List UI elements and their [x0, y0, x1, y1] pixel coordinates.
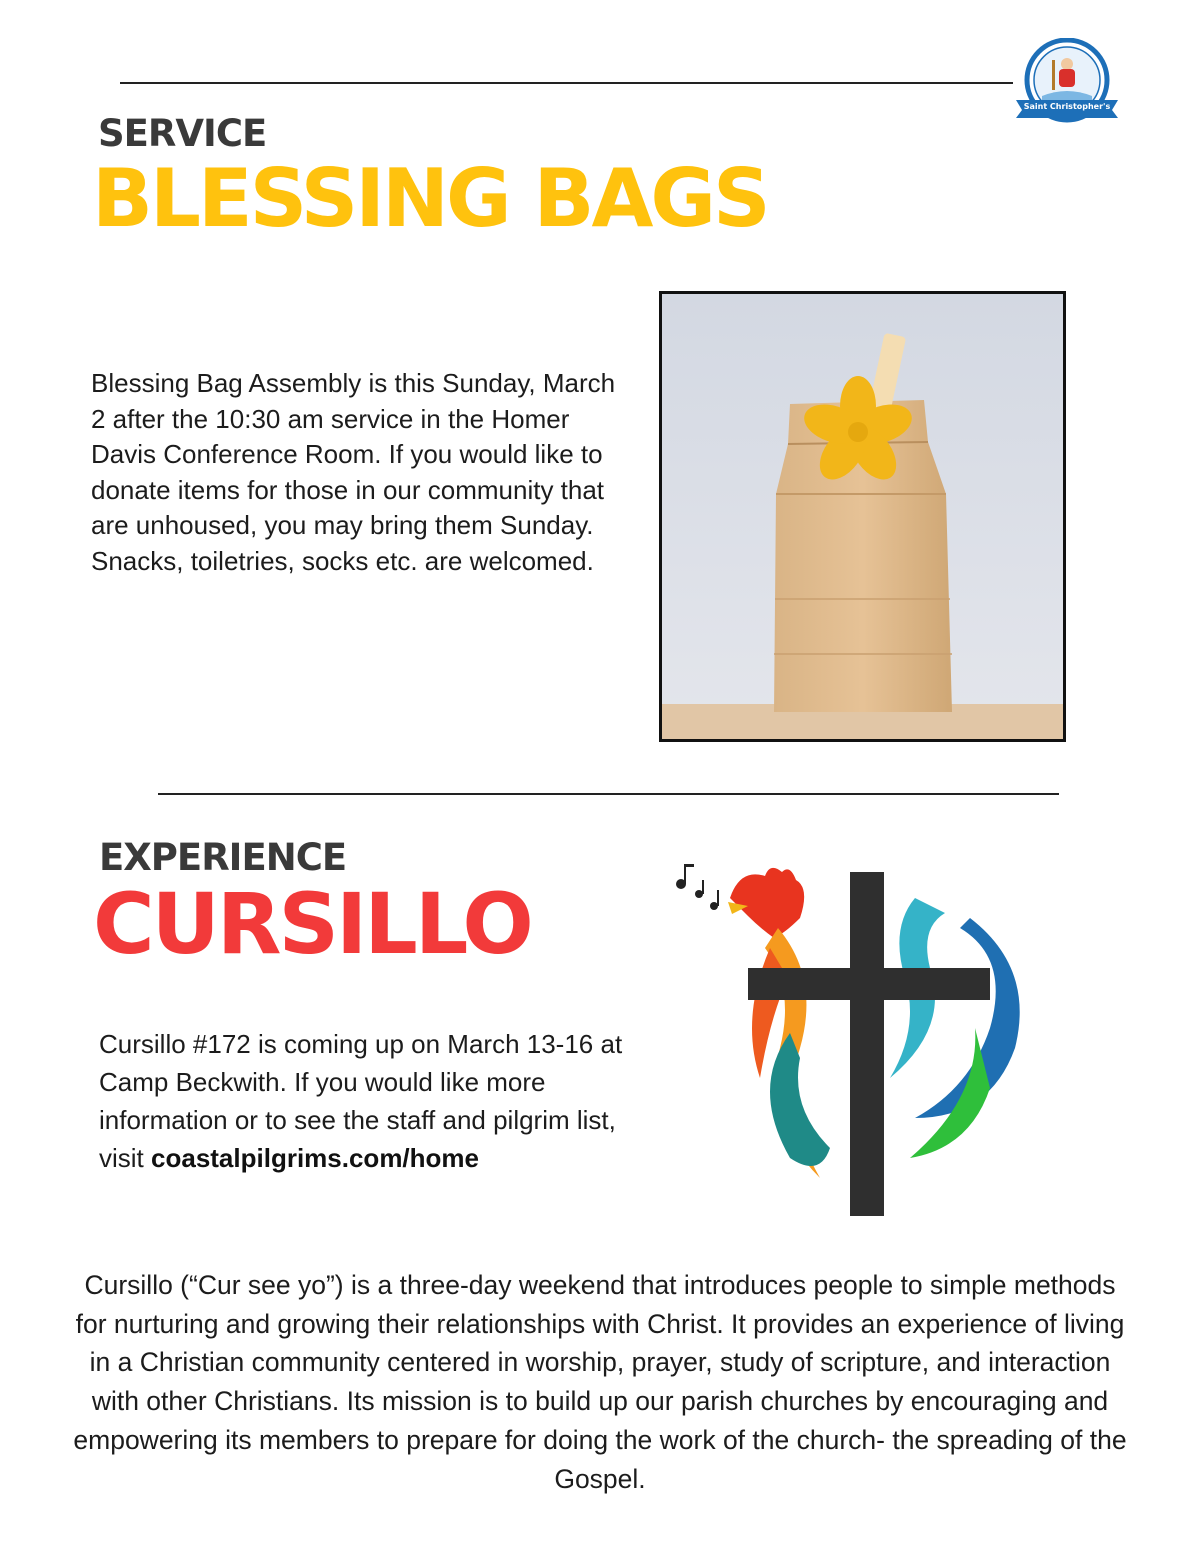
paper-bag-with-flower-clip — [659, 291, 1066, 742]
parish-logo-text: Saint Christopher's — [1023, 102, 1111, 111]
blessing-bags-paragraph: Blessing Bag Assembly is this Sunday, March 2 after the 10:30 am service in the Homer Davis Conference Room. If you would like to donate items for those in our community that are unhoused, you may bring them Sunday. Snacks, toiletries, socks etc. are welcomed. — [91, 368, 616, 576]
blessing-bags-title: BLESSING BAGS — [92, 152, 768, 245]
experience-kicker: EXPERIENCE — [99, 836, 347, 879]
service-kicker: SERVICE — [98, 112, 267, 155]
cursillo-paragraph-text: Cursillo #172 is coming up on March 13-16 at Camp Beckwith. If you would like more information or to see the staff and pilgrim list, visit — [99, 1029, 623, 1173]
coastal-pilgrims-link[interactable]: coastalpilgrims.com/home — [151, 1143, 479, 1173]
middle-divider — [158, 793, 1059, 795]
cursillo-title: CURSILLO — [93, 875, 531, 973]
cursillo-paragraph — [99, 1025, 659, 1177]
cursillo-description: Cursillo (“Cur see yo”) is a three-day weekend that introduces people to simple methods for nurturing and growing their relationships with Christ. It provides an experience of living in a Christian community centered in worship, prayer, study of scripture, and interaction with other Christians. Its mission is to build up our parish churches by encouraging and empowering its members to prepare for doing the work of the church- the spreading of the Gospel. — [73, 1270, 1127, 1494]
top-divider — [120, 82, 1013, 84]
rooster-cross-icon — [670, 858, 1040, 1218]
music-notes-icon — [676, 864, 719, 910]
saint-christopher-seal-icon — [1012, 38, 1122, 124]
